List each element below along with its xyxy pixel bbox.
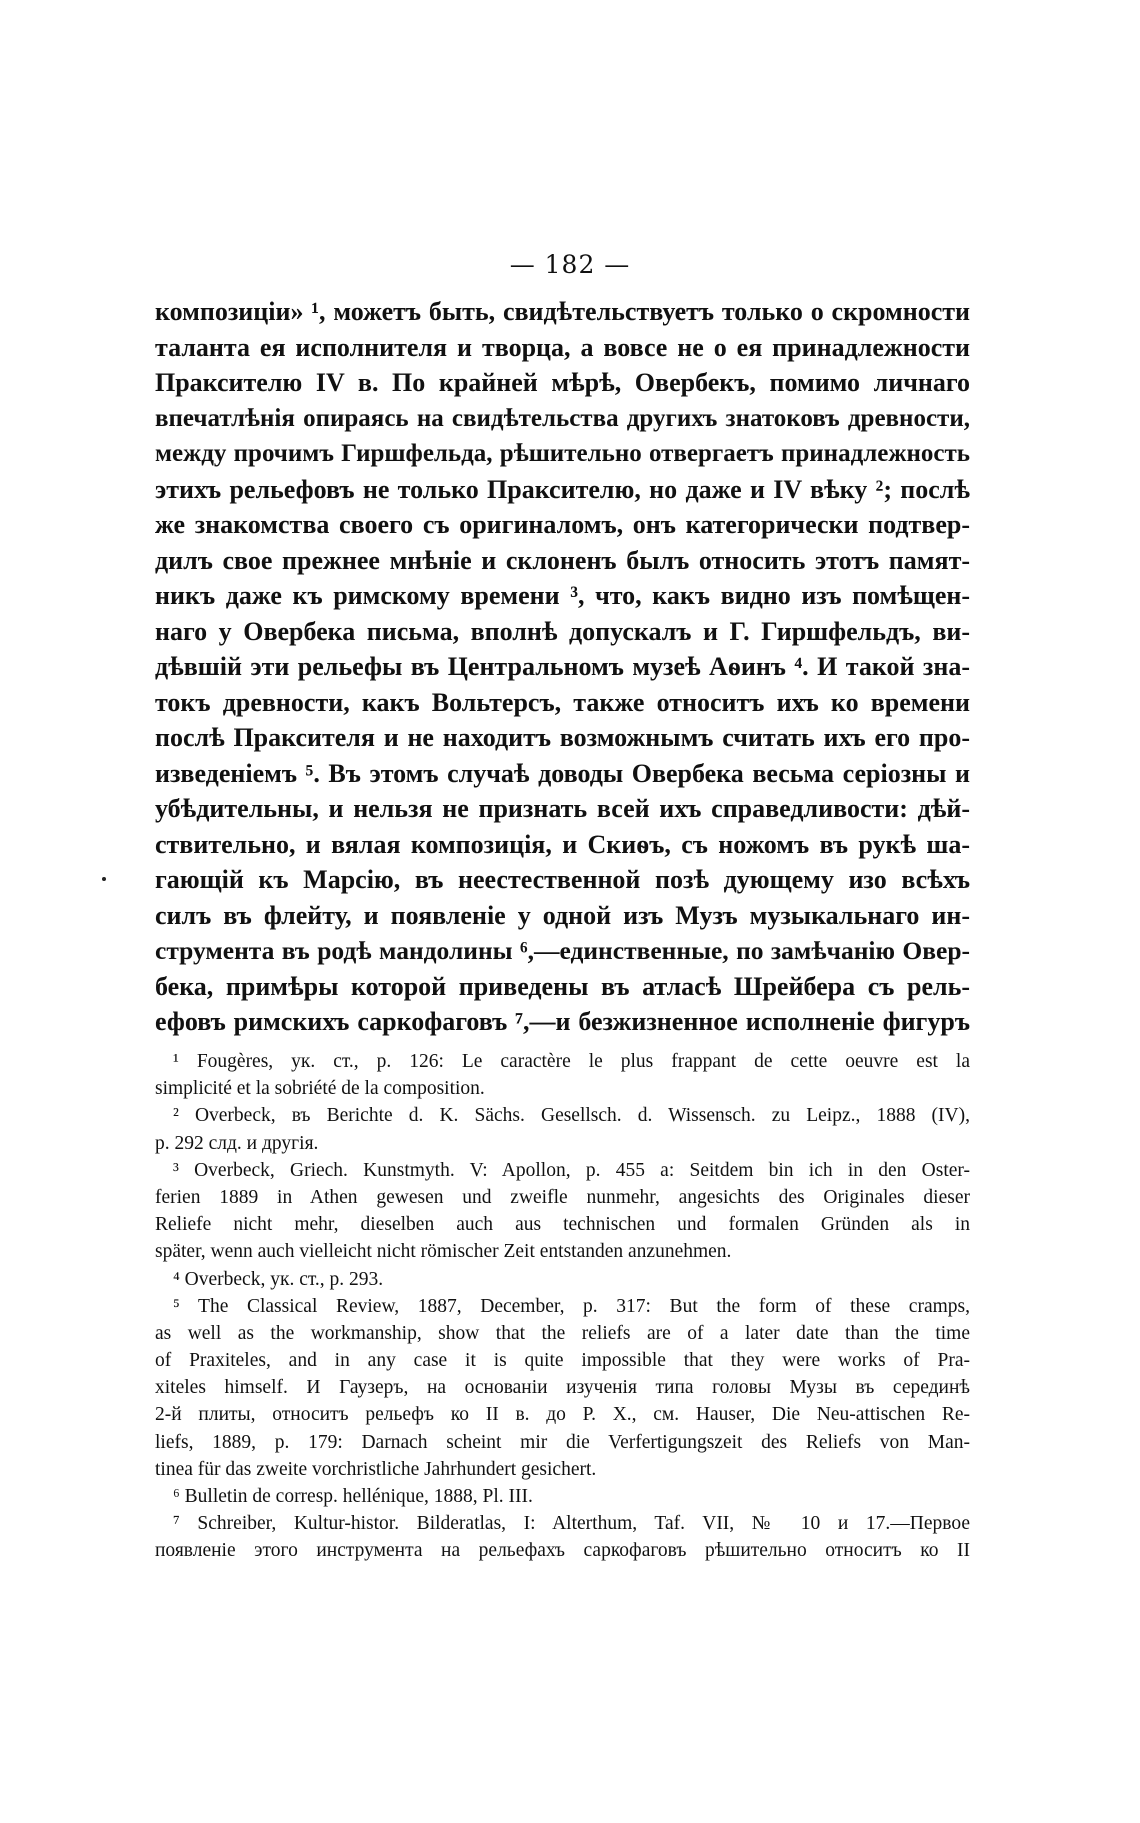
text-line: между прочимъ Гиршфельда, рѣшительно отвергаетъ принадлежность [155,440,970,467]
footnote-line: xiteles himself. И Гаузеръ, на основаніи изученія типа головы Музы въ серединѣ [155,1377,970,1399]
footnote-line: ³ Overbeck, Griech. Kunstmyth. V: Apollon, p. 455 a: Seitdem bin ich in den Oster- [173,1159,970,1181]
footnote-line: ⁵ The Classical Review, 1887, December, p. 317: But the form of these cramps, [173,1295,970,1317]
footnote-line: as well as the workmanship, show that the reliefs are of a later date than the time [155,1322,970,1344]
text-line: изведеніемъ ⁵. Въ этомъ случаѣ доводы Овербека весьма серіозны и [155,758,970,788]
footnote-line: später, wenn auch vielleicht nicht römischer Zeit entstanden anzunehmen. [155,1241,732,1263]
text-line: ствительно, и вялая композиція, и Скиѳъ, съ ножомъ въ рукѣ ша- [155,829,970,859]
footnote-line: tinea für das zweite vorchristliche Jahrhundert gesichert. [155,1458,597,1480]
page-number: — 182 — [509,250,631,279]
stray-dot [102,877,106,881]
text-line: дилъ свое прежнее мнѣніе и склоненъ былъ относить этотъ памят- [155,545,970,575]
footnote-line: p. 292 слд. и другія. [155,1132,319,1154]
footnote-line: ⁶ Bulletin de corresp. hellénique, 1888, Pl. III. [173,1486,533,1507]
text-line: никъ даже къ римскому времени ³, что, какъ видно изъ помѣщен- [155,581,970,610]
text-line: ефовъ римскихъ саркофаговъ ⁷,—и безжизненное исполненіе фигуръ [155,1007,970,1036]
footnote-line: of Praxiteles, and in any case it is quite impossible that they were works of Pra- [155,1350,970,1372]
text-line: этихъ рельефовъ не только Праксителю, но даже и IV вѣку ²; послѣ [155,474,970,504]
footnote-line: ⁷ Schreiber, Kultur-histor. Bilderatlas, I: Alterthum, Taf. VII, № 10 и 17.—Первое [173,1513,970,1535]
text-line: токъ древности, какъ Вольтерсъ, также относитъ ихъ ко времени [155,687,970,717]
text-line: же знакомства своего съ оригиналомъ, онъ категорически подтвер- [155,510,970,539]
footnote-line: 2-й плиты, относитъ рельефъ ко II в. до Р. Х., см. Hauser, Die Neu-attischen Re- [155,1404,970,1426]
text-line: струмента въ родѣ мандолины ⁶,—единственные, по замѣчанію Овер- [155,936,970,965]
text-line: бека, примѣры которой приведены въ атласѣ Шрейбера съ рель- [155,971,970,1001]
text-line: Праксителю IV в. По крайней мѣрѣ, Овербекъ, помимо личнаго [155,368,970,397]
text-line: впечатлѣнія опираясь на свидѣтельства другихъ знатоковъ древности, [155,404,970,432]
main-text [155,294,970,1040]
text-line: убѣдительны, и нельзя не признать всей ихъ справедливости: дѣй- [155,794,970,823]
footnote-line: simplicité et la sobriété de la composition. [155,1078,485,1100]
footnote-line: Reliefe nicht mehr, dieselben auch aus technischen und formalen Gründen als in [155,1214,970,1236]
text-line: наго у Овербека письма, вполнѣ допускалъ и Г. Гиршфельдъ, ви- [155,616,970,646]
footnote-line: появленіе этого инструмента на рельефахъ саркофаговъ рѣшительно относитъ ко II [155,1540,970,1562]
footnote-line: ¹ Fougères, ук. ст., p. 126: Le caractère le plus frappant de cette oeuvre est la [173,1051,970,1072]
text-line: композиціи» ¹, можетъ быть, свидѣтельствуетъ только о скромности [155,297,970,326]
footnotes [155,1048,970,1565]
footnote-line: ⁴ Overbeck, ук. ст., p. 293. [173,1268,384,1290]
footnote-line: ferien 1889 in Athen gewesen und zweifle nunmehr, angesichts des Originales dieser [155,1186,970,1208]
footnote-line: liefs, 1889, p. 179: Darnach scheint mir die Verfertigungszeit des Reliefs von Man- [155,1431,970,1453]
footnote-line: ² Overbeck, въ Berichte d. K. Sächs. Gesellsch. d. Wissensch. zu Leipz., 1888 (IV), [173,1105,970,1127]
text-line: послѣ Праксителя и не находитъ возможнымъ считать ихъ его про- [155,723,970,752]
text-line: гающій къ Марсію, въ неестественной позѣ дующему изо всѣхъ [155,865,970,894]
text-line: таланта ея исполнителя и творца, а вовсе не о ея принадлежности [155,332,970,362]
text-line: дѣвшій эти рельефы въ Центральномъ музеѣ Аѳинъ ⁴. И такой зна- [155,652,970,681]
text-line: силъ въ флейту, и появленіе у одной изъ Музъ музыкальнаго ин- [155,900,970,930]
